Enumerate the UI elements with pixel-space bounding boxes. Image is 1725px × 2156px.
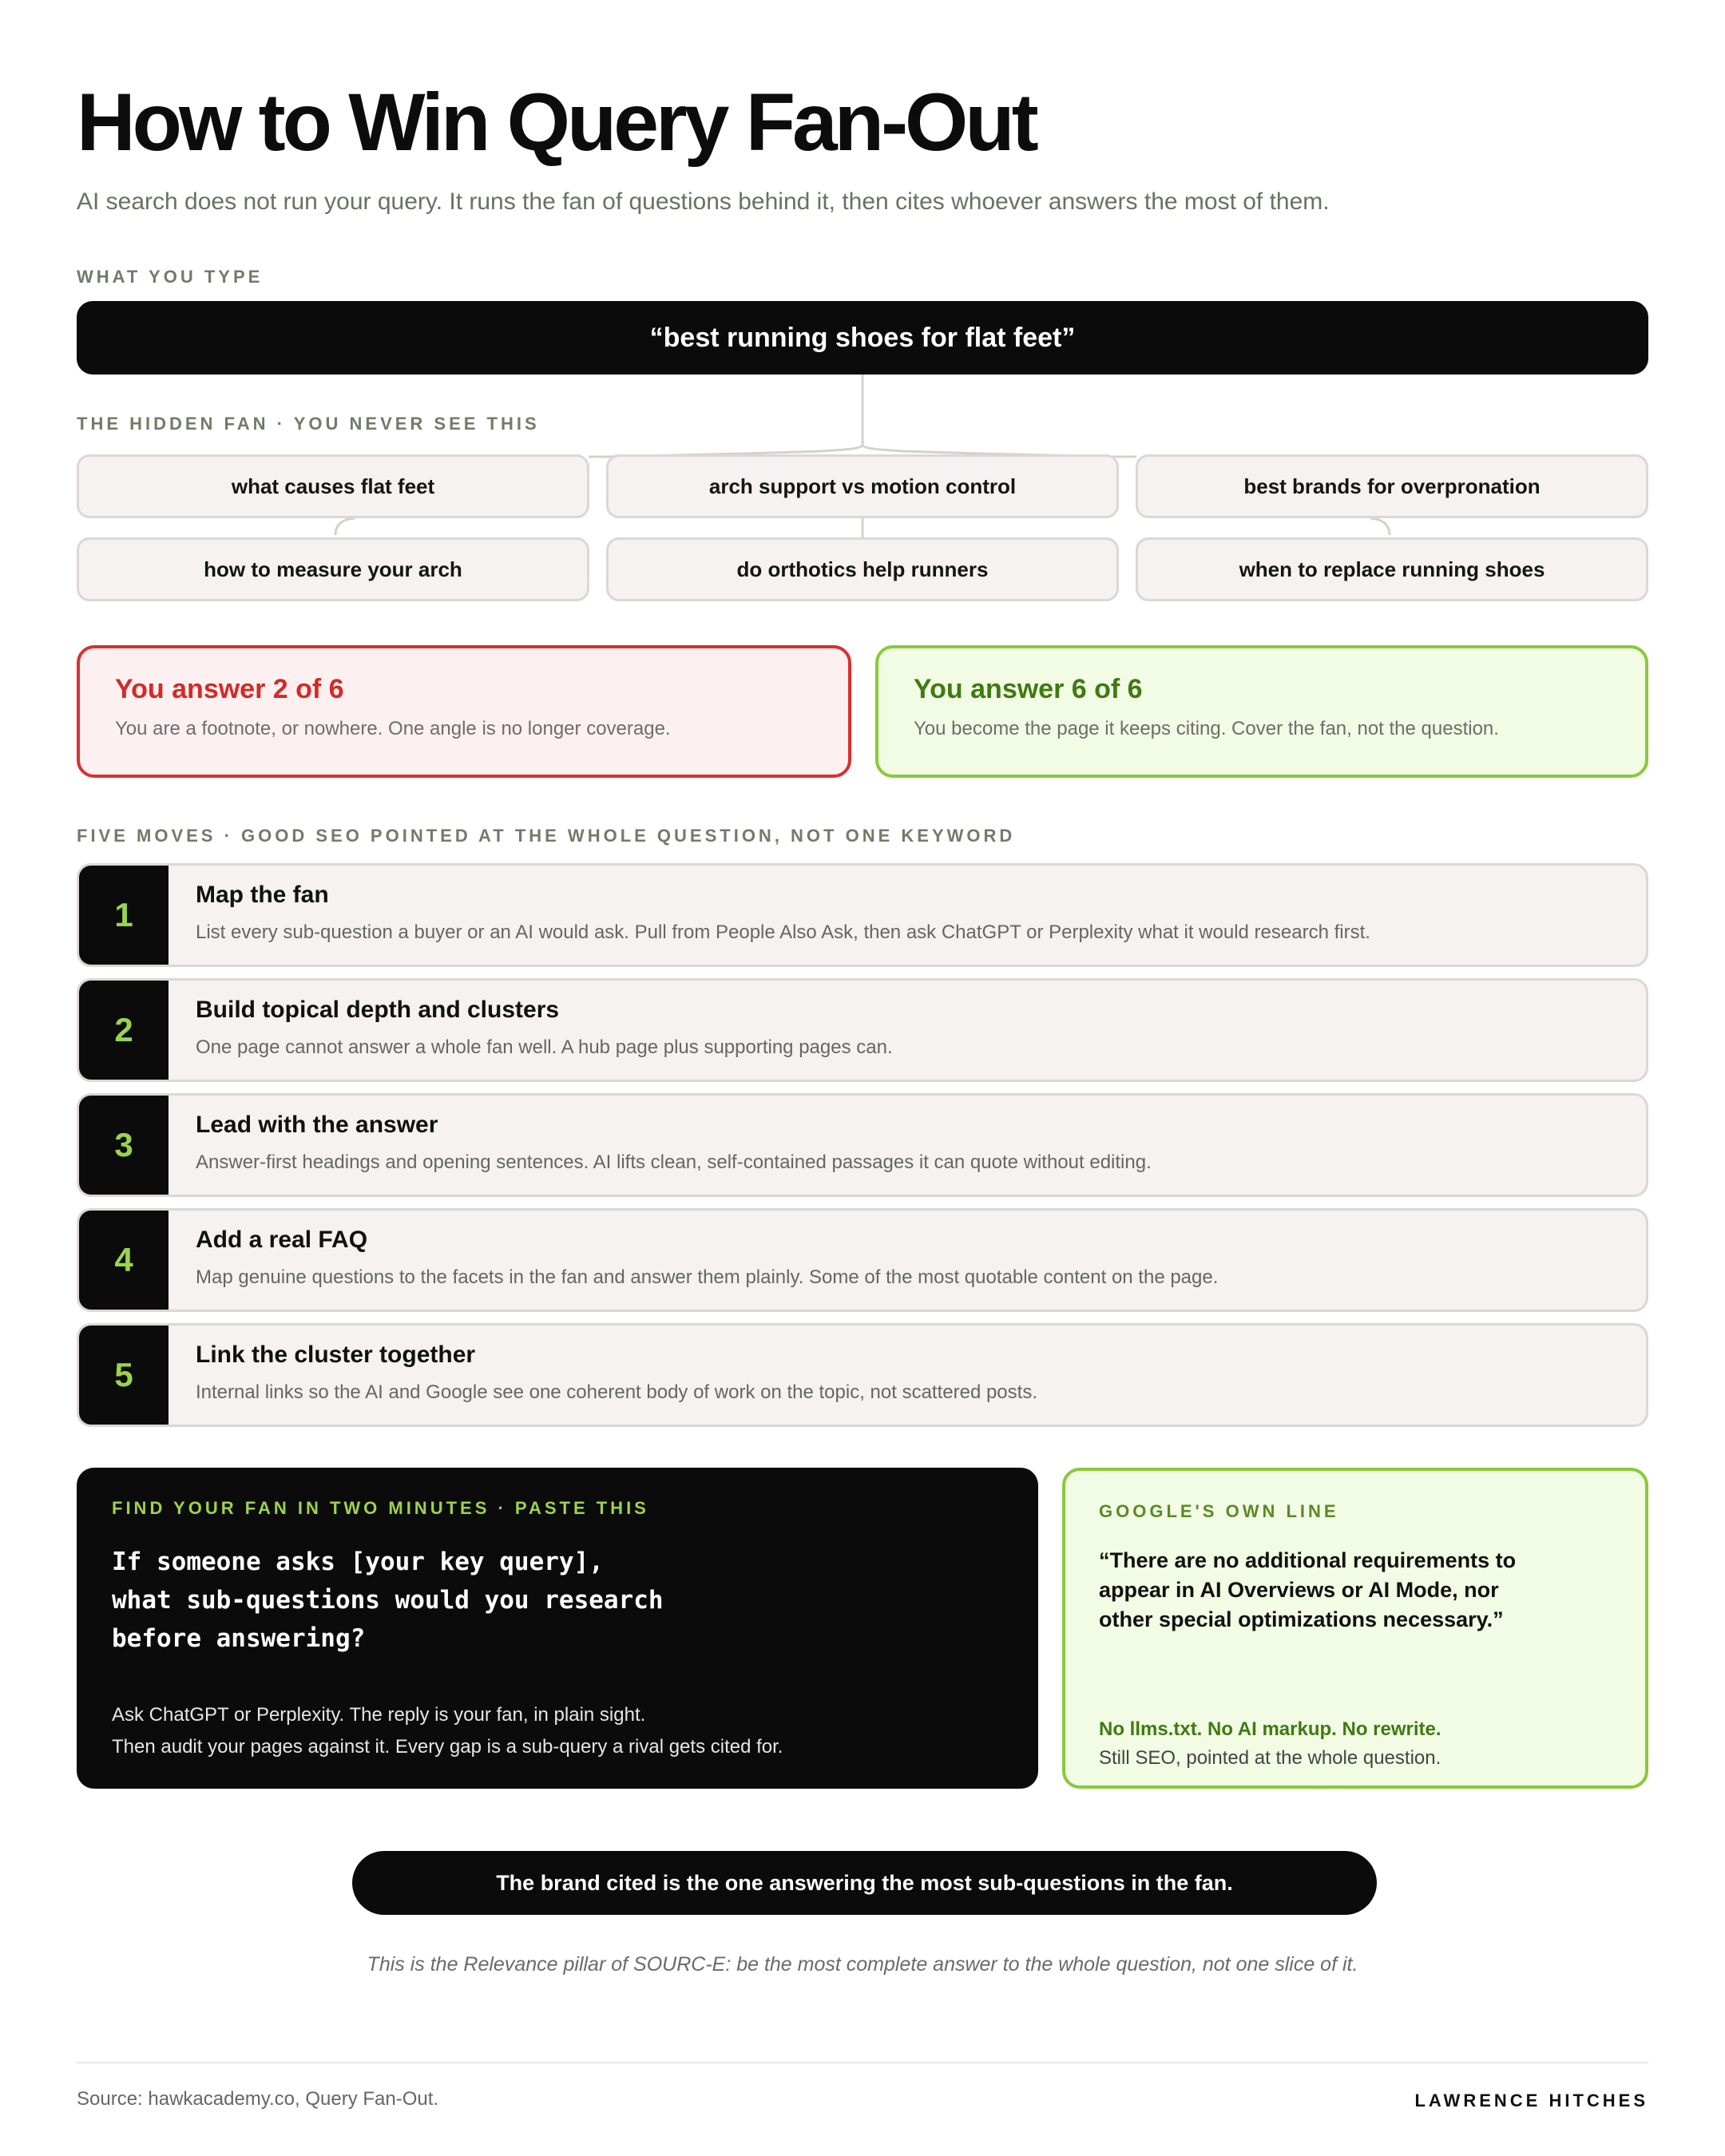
google-quote-line: “There are no additional requirements to <box>1099 1548 1517 1572</box>
google-quote-line: appear in AI Overviews or AI Mode, nor <box>1099 1578 1499 1602</box>
move-body: One page cannot answer a whole fan well. A hub page plus supporting pages can. <box>196 1036 893 1058</box>
google-quote-line: other special optimizations necessary.” <box>1099 1607 1504 1631</box>
result-partial-body: You are a footnote, or nowhere. One angle is no longer coverage. <box>115 718 671 739</box>
move-title: Lead with the answer <box>196 1112 438 1138</box>
result-partial-heading: You answer 2 of 6 <box>115 674 344 704</box>
move-card <box>77 1093 1648 1197</box>
google-quote <box>1099 1546 1612 1635</box>
prompt-eyebrow: FIND YOUR FAN IN TWO MINUTES · PASTE THIS <box>112 1498 649 1518</box>
author-credit: LAWRENCE HITCHES <box>1414 2091 1648 2110</box>
move-number: 4 <box>79 1211 169 1310</box>
move-body: List every sub-question a buyer or an AI would ask. Pull from People Also Ask, then ask ChatGPT or Perplexity what it would research first. <box>196 921 1370 943</box>
connector-left-lower <box>335 518 355 535</box>
fan-item: do orthotics help runners <box>606 537 1119 601</box>
fan-item: how to measure your arch <box>77 537 589 601</box>
fan-item: arch support vs motion control <box>606 454 1119 518</box>
move-number: 5 <box>79 1326 169 1425</box>
result-full-coverage <box>875 645 1648 778</box>
result-partial-coverage <box>77 645 851 778</box>
move-number: 3 <box>79 1096 169 1195</box>
google-quote-card <box>1062 1468 1648 1789</box>
move-title: Link the cluster together <box>196 1342 476 1368</box>
move-card <box>77 1208 1648 1312</box>
prompt-note-line: Ask ChatGPT or Perplexity. The reply is your fan, in plain sight. <box>112 1704 646 1726</box>
fan-eyebrow: THE HIDDEN FAN · YOU NEVER SEE THIS <box>77 414 540 434</box>
move-title: Build topical depth and clusters <box>196 997 560 1023</box>
page-subtitle: AI search does not run your query. It runs the fan of questions behind it, then cites whoever answers the most of them. <box>77 188 1330 215</box>
page-title: How to Win Query Fan-Out <box>77 77 1036 168</box>
source-credit: Source: hawkacademy.co, Query Fan-Out. <box>77 2088 439 2110</box>
fan-item: what causes flat feet <box>77 454 589 518</box>
result-full-body: You become the page it keeps citing. Cover the fan, not the question. <box>914 718 1499 739</box>
query-text: “best running shoes for flat feet” <box>649 322 1076 353</box>
move-body: Internal links so the AI and Google see one coherent body of work on the topic, not scattered posts. <box>196 1381 1037 1403</box>
google-tagline: Still SEO, pointed at the whole question. <box>1099 1747 1441 1769</box>
prompt-note-line: Then audit your pages against it. Every gap is a sub-query a rival gets cited for. <box>112 1736 783 1758</box>
prompt-note <box>112 1699 783 1763</box>
moves-eyebrow: FIVE MOVES · GOOD SEO POINTED AT THE WHOLE QUESTION, NOT ONE KEYWORD <box>77 826 1016 846</box>
connector-right-lower <box>1370 518 1390 535</box>
takeaway-pill <box>352 1851 1377 1915</box>
prompt-code-line: before answering? <box>112 1624 366 1653</box>
takeaway-text: The brand cited is the one answering the most sub-questions in the fan. <box>496 1870 1233 1895</box>
prompt-code-line: what sub-questions would you research <box>112 1586 664 1615</box>
move-card <box>77 978 1648 1082</box>
prompt-code-line: If someone asks [your key query], <box>112 1548 604 1576</box>
move-number: 2 <box>79 981 169 1080</box>
move-number: 1 <box>79 866 169 965</box>
fan-item: best brands for overpronation <box>1136 454 1648 518</box>
move-body: Answer-first headings and opening sentences. AI lifts clean, self-contained passages it can quote without editing. <box>196 1151 1152 1173</box>
fan-connector-lines <box>0 0 1725 623</box>
prompt-card <box>77 1468 1038 1789</box>
prompt-code-block[interactable] <box>112 1543 1003 1658</box>
move-title: Add a real FAQ <box>196 1227 368 1253</box>
move-card <box>77 863 1648 967</box>
query-eyebrow: WHAT YOU TYPE <box>77 267 264 287</box>
google-punchline: No llms.txt. No AI markup. No rewrite. <box>1099 1718 1441 1740</box>
pillar-note: This is the Relevance pillar of SOURC-E: be the most complete answer to the whole question, not one slice of it. <box>367 1953 1358 1976</box>
move-body: Map genuine questions to the facets in the fan and answer them plainly. Some of the most quotable content on the page. <box>196 1266 1219 1288</box>
result-full-heading: You answer 6 of 6 <box>914 674 1143 704</box>
footer-divider <box>77 2062 1648 2063</box>
google-eyebrow: GOOGLE'S OWN LINE <box>1099 1501 1339 1521</box>
move-title: Map the fan <box>196 882 329 908</box>
fan-item: when to replace running shoes <box>1136 537 1648 601</box>
move-card <box>77 1323 1648 1427</box>
